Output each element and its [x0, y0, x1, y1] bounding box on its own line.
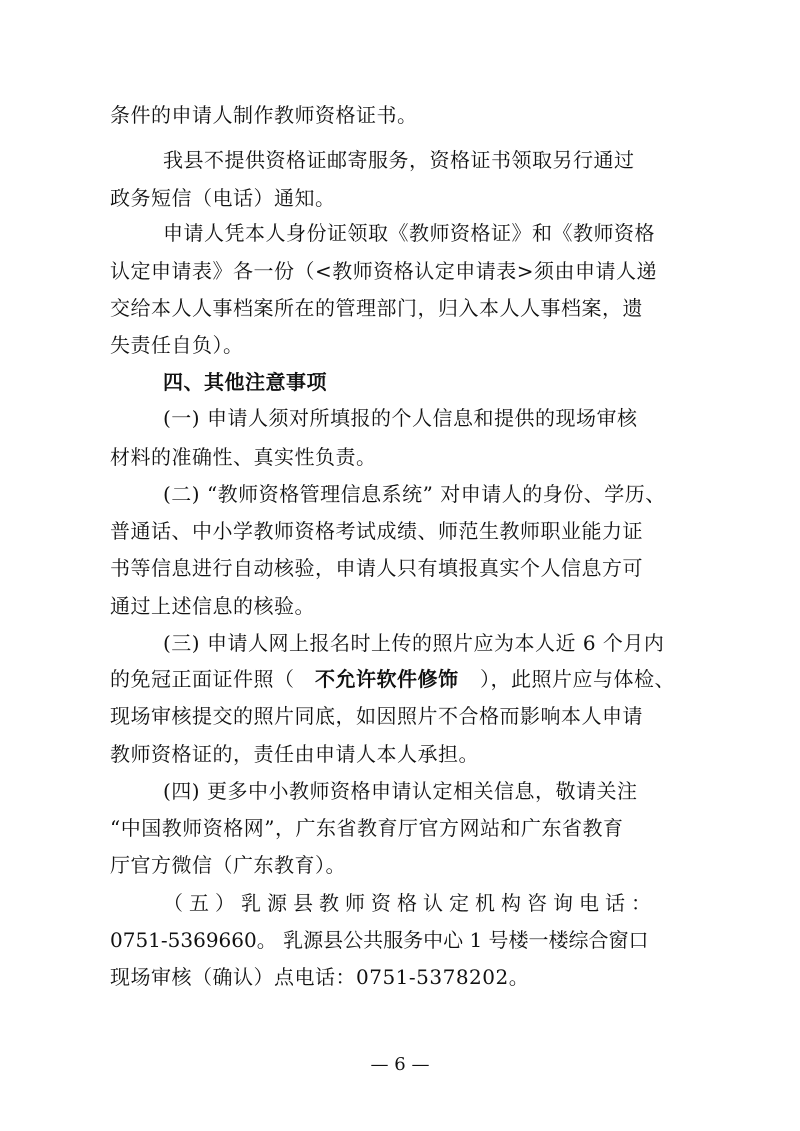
text-line: [0, 181, 800, 215]
emphasis-no-software-editing: 不允许软件修饰: [315, 667, 459, 691]
text-line: [0, 923, 800, 957]
text-line-content: ），此照片应与体检、: [480, 667, 675, 691]
text-line: [0, 98, 800, 132]
text-line: [0, 774, 800, 808]
text-line-content: 书等信息进行自动核验，申请人只有填报真实个人信息方可: [110, 556, 643, 580]
text-line-content: 申请人凭本人身份证领取《教师资格证》和《教师资格: [163, 221, 655, 245]
text-line-content: 的免冠正面证件照（: [110, 667, 295, 691]
text-line: [0, 699, 800, 733]
text-line-content: 交给本人人事档案所在的管理部门，归入本人人事档案，遗: [110, 296, 643, 320]
text-line-content: 现场审核提交的照片同底，如因照片不合格而影响本人申请: [110, 704, 643, 728]
text-line-content: (四) 更多中小教师资格申请认定相关信息，敬请关注: [163, 779, 638, 803]
text-line-content: (三) 申请人网上报名时上传的照片应为本人近 6 个月内: [163, 631, 665, 655]
text-line-content: 我县不提供资格证邮寄服务，资格证书领取另行通过: [163, 148, 635, 172]
text-line-content: 厅官方微信（广东教育）。: [110, 853, 346, 877]
text-line-with-emphasis: [0, 662, 800, 696]
text-line-content: 0751-5369660。 乳源县公共服务中心 1 号楼一楼综合窗口: [110, 928, 649, 952]
text-line-content: （五）乳源县教师资格认定机构咨询电话：: [163, 891, 657, 915]
text-line-content: 认定申请表》各一份（<教师资格认定申请表>须由申请人递: [110, 259, 658, 283]
text-line: [0, 401, 800, 435]
text-line: [0, 477, 800, 511]
text-line-content: 失责任自负）。: [110, 333, 244, 357]
section-heading: [0, 365, 800, 399]
text-line: [0, 143, 800, 177]
text-line-content: 普通话、中小学教师资格考试成绩、师范生教师职业能力证: [110, 519, 643, 543]
text-line: [0, 960, 800, 994]
section-heading-text: 四、其他注意事项: [163, 370, 327, 394]
text-line-content: (二) “教师资格管理信息系统” 对申请人的身份、学历、: [163, 482, 666, 506]
text-line: [0, 626, 800, 660]
text-line: [0, 848, 800, 882]
text-line: [0, 216, 800, 250]
text-line-content: (一) 申请人须对所填报的个人信息和提供的现场审核: [163, 406, 638, 430]
text-line: [0, 440, 800, 474]
text-line-content: 政务短信（电话）通知。: [110, 186, 336, 210]
text-line-content: 教师资格证的，责任由申请人本人承担。: [110, 742, 479, 766]
text-line-content: 条件的申请人制作教师资格证书。: [110, 103, 418, 127]
text-line: [0, 254, 800, 288]
text-line: [0, 328, 800, 362]
text-line-content: 通过上述信息的核验。: [110, 594, 315, 618]
text-line: [0, 886, 800, 920]
text-line: [0, 589, 800, 623]
text-line-content: “中国教师资格网”，广东省教育厅官方网站和广东省教育: [110, 816, 624, 840]
text-line: [0, 551, 800, 585]
text-line-content: 现场审核（确认）点电话：0751-5378202。: [110, 965, 530, 989]
page-number: — 6 —: [370, 1054, 430, 1075]
text-line-content: 材料的准确性、真实性负责。: [110, 445, 377, 469]
text-line: [0, 811, 800, 845]
text-line: [0, 737, 800, 771]
text-line: [0, 514, 800, 548]
text-line: [0, 291, 800, 325]
